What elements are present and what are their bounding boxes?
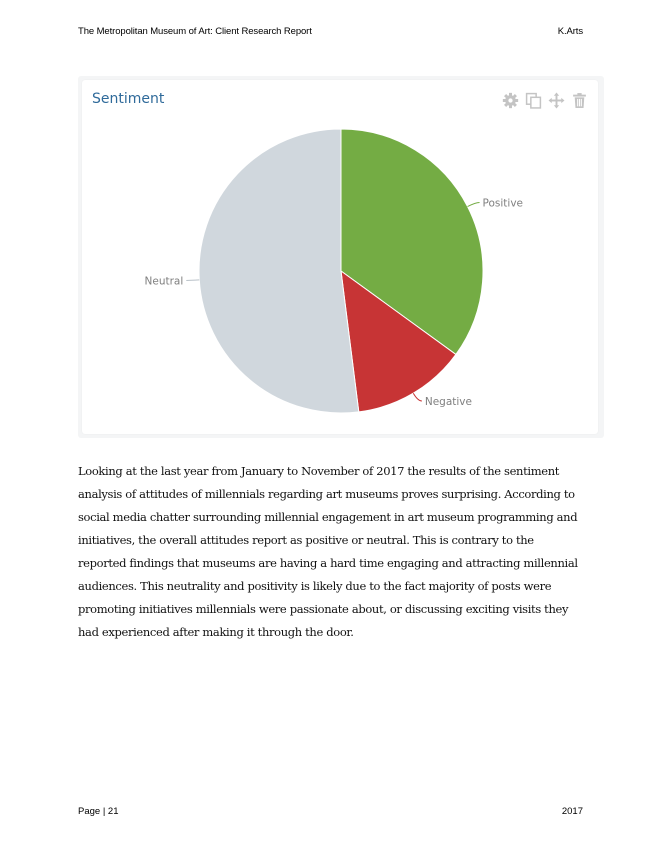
body-line: reported findings that museums are having a hard time engaging and attracting millennial [78, 556, 578, 570]
pie-label-positive: Positive [482, 197, 524, 210]
sentiment-pie-chart [82, 80, 598, 434]
page-number: Page | 21 [78, 806, 119, 817]
sentiment-widget [78, 76, 604, 438]
gear-icon[interactable] [502, 92, 519, 109]
pie-connector-positive [468, 202, 480, 206]
move-icon[interactable] [548, 92, 565, 109]
body-line: audiences. This neutrality and positivity is likely due to the fact majority of posts were [78, 579, 552, 593]
report-title: The Metropolitan Museum of Art: Client Research Report [78, 26, 312, 37]
pie-slice-neutral[interactable] [199, 129, 359, 413]
pie-connector-neutral [186, 280, 199, 281]
trash-icon[interactable] [571, 92, 588, 109]
body-line: analysis of attitudes of millennials regarding art museums proves surprising. According to [78, 487, 575, 501]
copy-icon[interactable] [525, 92, 542, 109]
body-line: social media chatter surrounding millennial engagement in art museum programming and [78, 510, 578, 524]
footer-year: 2017 [561, 806, 583, 817]
body-line: promoting initiatives millennials were passionate about, or discussing exciting visits they [78, 602, 569, 616]
widget-toolbar [502, 92, 588, 109]
body-line: initiatives, the overall attitudes report as positive or neutral. This is contrary to the [78, 533, 534, 547]
report-author: K.Arts [557, 26, 583, 37]
pie-label-negative: Negative [424, 395, 472, 408]
widget-title: Sentiment [92, 91, 165, 107]
pie-label-neutral: Neutral [144, 275, 184, 288]
body-line: had experienced after making it through the door. [78, 625, 354, 639]
body-line: Looking at the last year from January to November of 2017 the results of the sentiment [78, 464, 560, 478]
body-paragraph [78, 460, 593, 644]
pie-connector-negative [413, 393, 422, 401]
sentiment-widget-panel [82, 80, 598, 434]
